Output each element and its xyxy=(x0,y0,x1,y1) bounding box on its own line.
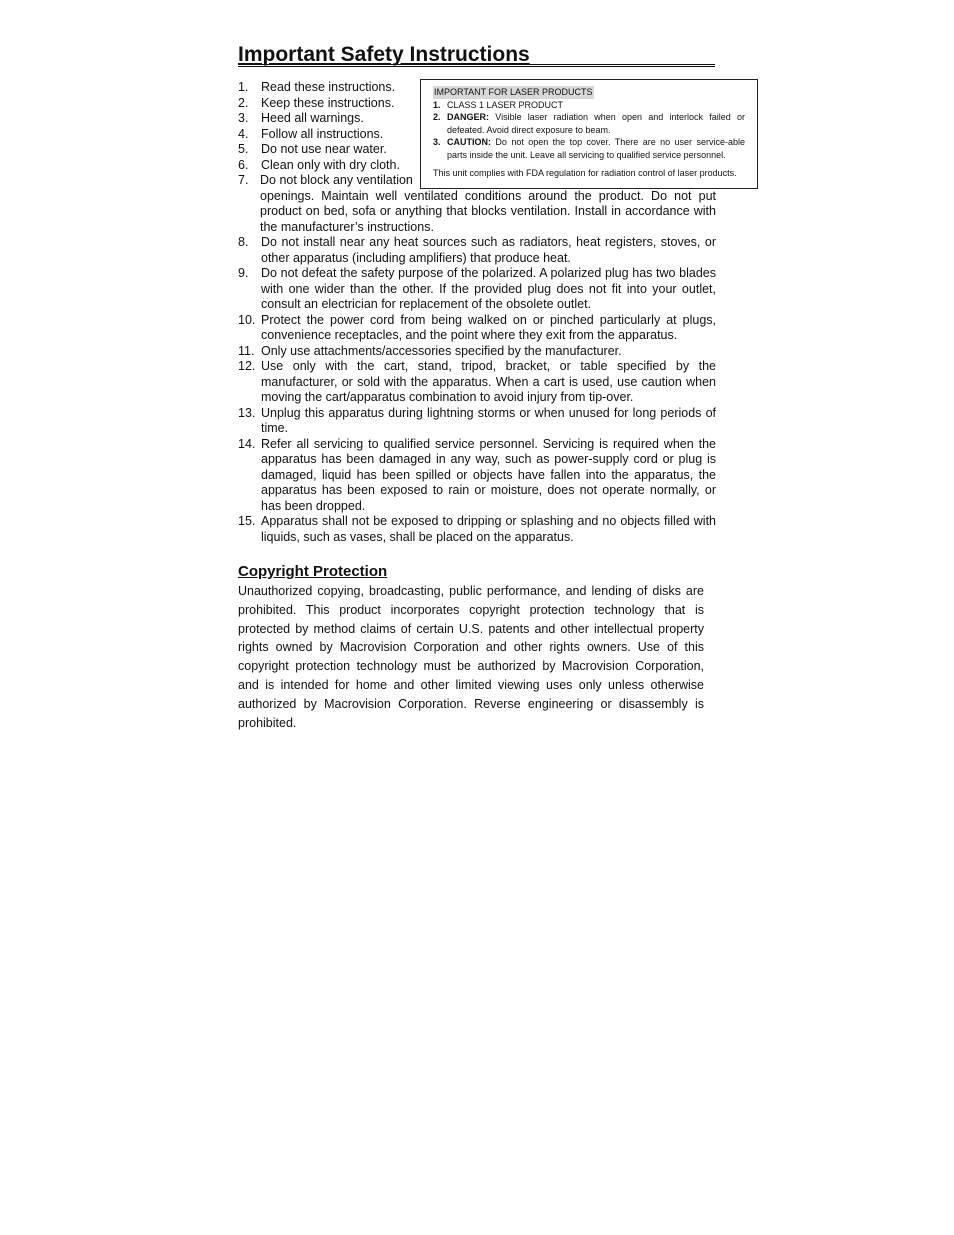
instruction-text-line: Do not block any ventilation xyxy=(260,173,413,187)
instruction-item: 10. Protect the power cord from being walked on or pinched particularly at plugs, convenience receptacles, and the point where they exit from the apparatus. xyxy=(238,312,716,342)
page-title: Important Safety Instructions xyxy=(238,43,530,66)
title-underline-rule xyxy=(238,64,715,67)
instruction-item: 1. Read these instructions. xyxy=(238,80,396,94)
instruction-item: 7. Do not block any ventilation openings. Maintain well ventilated conditions around the product. Do not put product on bed, sofa or anything that blocks ventilation. Install in accordance with the manufacturer’s instructions. xyxy=(238,173,716,234)
laser-notice-item: 3. CAUTION: Do not open the top cover. There are no user service-able parts inside the unit. Leave all servicing to qualified service personnel. xyxy=(433,137,745,160)
instruction-item: 14. Refer all servicing to qualified service personnel. Servicing is required when the apparatus has been damaged in any way, such as power-supply cord or plug is damaged, liquid has been spilled or objects have fallen into the apparatus, the apparatus has been exposed to rain or moisture, does not operate normally, or has been dropped. xyxy=(238,436,716,513)
laser-notice-item: 2. DANGER: Visible laser radiation when open and interlock failed or defeated. Avoid direct exposure to beam. xyxy=(433,112,745,135)
instruction-item: 13. Unplug this apparatus during lightning storms or when unused for long periods of time. xyxy=(238,405,716,435)
instruction-item: 4. Follow all instructions. xyxy=(238,126,384,141)
copyright-heading: Copyright Protection xyxy=(238,563,388,580)
laser-notice-footer: This unit complies with FDA regulation for radiation control of laser products. xyxy=(433,168,737,178)
instruction-item: 9. Do not defeat the safety purpose of the polarized. A polarized plug has two blades with one wider than the other. If the provided plug does not fit into your outlet, consult an electrician for replacement of the obsolete outlet. xyxy=(238,266,716,311)
instruction-item: 6. Clean only with dry cloth. xyxy=(238,157,400,172)
instruction-item: 15. Apparatus shall not be exposed to dripping or splashing and no objects filled with liquids, such as vases, shall be placed on the apparatus. xyxy=(238,514,716,544)
instruction-item: 2. Keep these instructions. xyxy=(238,95,395,110)
instruction-item: 12. Use only with the cart, stand, tripod, bracket, or table specified by the manufacturer, or sold with the apparatus. When a cart is used, use caution when moving the cart/apparatus combination to avoid injury from tip-over. xyxy=(238,359,716,404)
instruction-item: 5. Do not use near water. xyxy=(238,142,387,156)
instruction-text-continued: openings. Maintain well ventilated conditions around the product. Do not put product on bed, sofa or anything that blocks ventilation. Install in accordance with the manufacturer’s instructions. xyxy=(260,188,716,234)
instruction-item: 8. Do not install near any heat sources such as radiators, heat registers, stoves, or other apparatus (including amplifiers) that produce heat. xyxy=(238,235,716,265)
laser-notice-heading: IMPORTANT FOR LASER PRODUCTS xyxy=(434,87,593,97)
copyright-body: Unauthorized copying, broadcasting, public performance, and lending of disks are prohibited. This product incorporates copyright protection technology that is protected by method claims of certain U.S. patents and other intellectual property rights owned by Macrovision Corporation and other rights owners. Use of this copyright protection technology must be authorized by Macrovision Corporation, and is intended for home and other limited viewing uses only unless otherwise authorized by Macrovision Corporation. Reverse engineering or disassembly is prohibited. xyxy=(238,584,704,730)
laser-notice-box xyxy=(420,79,758,189)
laser-notice-item: 1. CLASS 1 LASER PRODUCT xyxy=(433,99,564,110)
instruction-item: 3. Heed all warnings. xyxy=(238,111,364,125)
instruction-item: 11. Only use attachments/accessories specified by the manufacturer. xyxy=(238,343,622,358)
